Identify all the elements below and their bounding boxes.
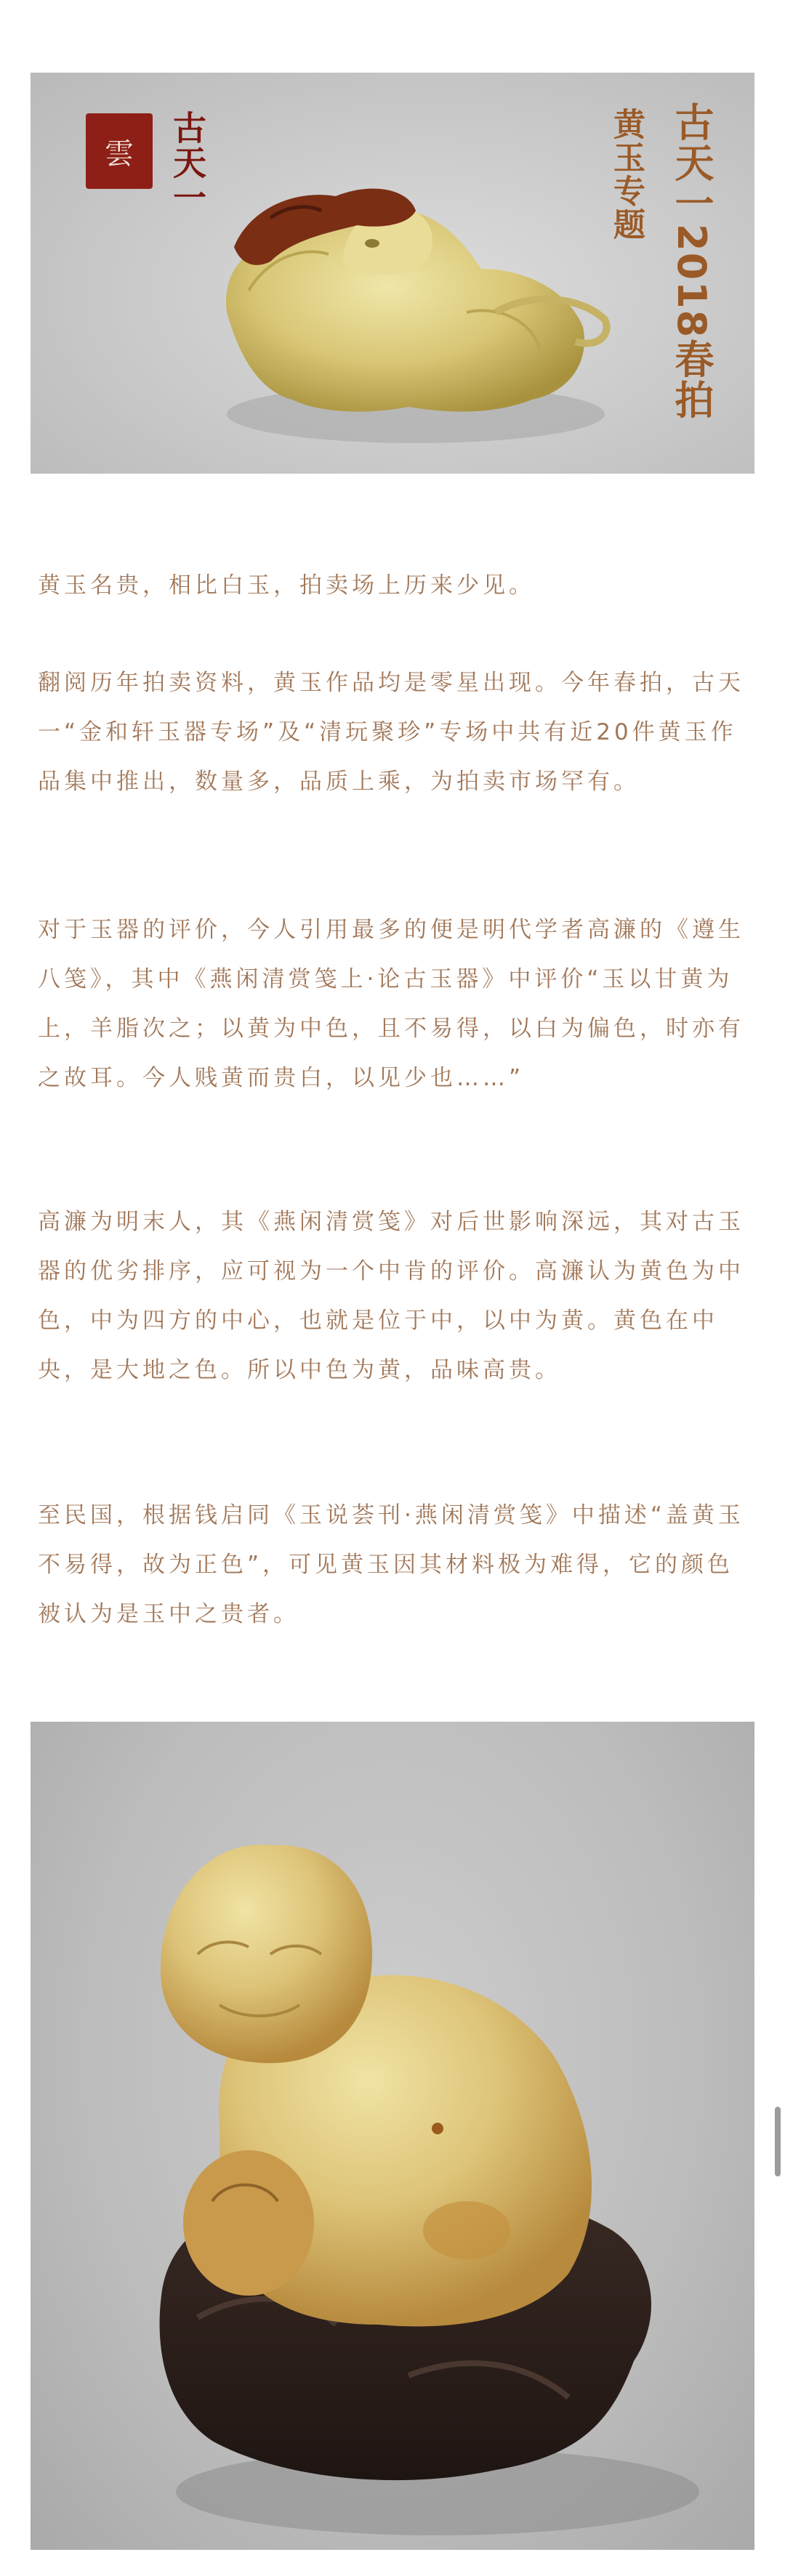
brand-logo-text: 古天一: [168, 110, 207, 215]
seal-char: 雲: [105, 137, 134, 171]
paragraph-5: [38, 1491, 747, 1639]
paragraph-text: 黄玉名贵，相比白玉，拍卖场上历来少见。: [38, 572, 535, 599]
paragraph-3: [38, 905, 747, 1103]
banner-image: [31, 73, 754, 474]
paragraph-2: [38, 658, 747, 806]
season-title: 古天一2018春拍: [669, 102, 714, 421]
scrollbar-thumb[interactable]: [775, 2107, 781, 2176]
paragraph-text: 至民国，根据钱启同《玉说荟刊·燕闲清赏笺》中描述“盖黄玉不易得，故为正色”，可见黄玉因其材料极为难得，它的颜色被认为是玉中之贵者。: [38, 1502, 744, 1627]
paragraph-text: 翻阅历年拍卖资料，黄玉作品均是零星出现。今年春拍，古天一“金和轩玉器专场”及“清玩聚珍”专场中共有近20件黄玉作品集中推出，数量多，品质上乘，为拍卖市场罕有。: [38, 670, 744, 795]
paragraph-1: [38, 561, 747, 610]
paragraph-text: 高濂为明末人，其《燕闲清赏笺》对后世影响深远，其对古玉器的优劣排序，应可视为一个中肯的评价。高濂认为黄色为中色，中为四方的中心，也就是位于中，以中为黄。黄色在中央，是大地之色。所以中色为黄，品味高贵。: [38, 1209, 744, 1383]
jade-monkey-carving-photo: [31, 1722, 754, 2550]
paragraph-text: 对于玉器的评价，今人引用最多的便是明代学者高濂的《遵生八笺》，其中《燕闲清赏笺上·论古玉器》中评价“玉以甘黄为上，羊脂次之；以黄为中色，且不易得，以白为偏色，时亦有之故耳。今人贱黄而贵白，以见少也……”: [38, 917, 744, 1091]
jade-monkey-carving-image: [31, 1722, 754, 2550]
paragraph-4: [38, 1197, 747, 1395]
seal-stamp: [86, 113, 153, 189]
topic-title: 黄玉专题: [608, 108, 645, 241]
